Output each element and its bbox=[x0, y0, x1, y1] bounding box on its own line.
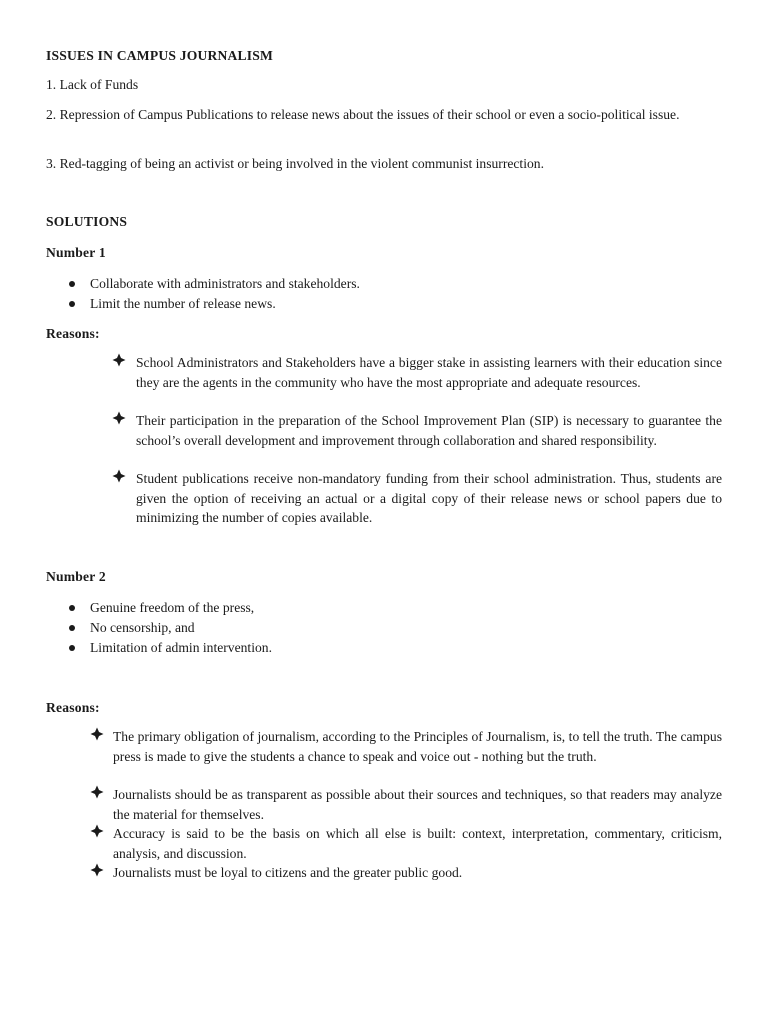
reason-text: Student publications receive non-mandatory funding from their school administration. Thus, students are given the option of receiving an actual or a digital copy of their release news or school papers due to minimizing the number of copies available. bbox=[136, 471, 722, 525]
bullet-item bbox=[46, 598, 272, 618]
bullet-text: No censorship, and bbox=[90, 620, 195, 635]
bullet-dot-icon bbox=[69, 645, 75, 651]
bullet-item bbox=[46, 618, 272, 638]
reason-item bbox=[112, 411, 722, 469]
issues-heading: ISSUES IN CAMPUS JOURNALISM bbox=[46, 48, 274, 63]
diamond-bullet-icon bbox=[90, 824, 104, 838]
bullet-dot-icon bbox=[69, 625, 75, 631]
number-2-reasons-list bbox=[90, 727, 722, 883]
bullet-text: Limitation of admin intervention. bbox=[90, 640, 272, 655]
reason-text: Journalists must be loyal to citizens and the greater public good. bbox=[113, 865, 463, 880]
bullet-text: Collaborate with administrators and stakeholders. bbox=[90, 276, 360, 291]
reason-item bbox=[112, 469, 722, 527]
bullet-dot-icon bbox=[69, 281, 75, 287]
number-1-bullet-list bbox=[46, 274, 360, 314]
reason-text: Journalists should be as transparent as possible about their sources and techniques, so that readers may analyze the material for themselves. bbox=[113, 787, 722, 822]
number-2-reasons-label: Reasons: bbox=[46, 700, 100, 715]
diamond-bullet-icon bbox=[90, 863, 104, 877]
reason-text: Accuracy is said to be the basis on which all else is built: context, interpretation, commentary, criticism, analysis, and discussion. bbox=[113, 826, 722, 861]
reason-item bbox=[90, 824, 722, 863]
reason-item bbox=[90, 785, 722, 824]
reason-text: School Administrators and Stakeholders have a bigger stake in assisting learners with their education since they are the agents in the community who have the most appropriate and adequate resources. bbox=[136, 355, 722, 390]
number-1-reasons-label: Reasons: bbox=[46, 326, 100, 341]
reason-text: Their participation in the preparation of the School Improvement Plan (SIP) is necessary to guarantee the school’s overall development and improvement through collaboration and shared responsibility. bbox=[136, 413, 722, 448]
issue-item: 3. Red-tagging of being an activist or being involved in the violent communist insurrection. bbox=[46, 156, 544, 171]
bullet-item bbox=[46, 274, 360, 294]
diamond-bullet-icon bbox=[112, 411, 126, 425]
diamond-bullet-icon bbox=[112, 353, 126, 367]
number-1-heading: Number 1 bbox=[46, 245, 106, 260]
bullet-item bbox=[46, 638, 272, 658]
diamond-bullet-icon bbox=[90, 727, 104, 741]
issue-item: 2. Repression of Campus Publications to release news about the issues of their school or even a socio-political issue. bbox=[46, 107, 680, 122]
reason-item bbox=[112, 353, 722, 411]
number-2-bullet-list bbox=[46, 598, 272, 658]
number-2-heading: Number 2 bbox=[46, 569, 106, 584]
bullet-dot-icon bbox=[69, 605, 75, 611]
diamond-bullet-icon bbox=[90, 785, 104, 799]
diamond-bullet-icon bbox=[112, 469, 126, 483]
reason-item bbox=[90, 863, 722, 883]
reason-item bbox=[90, 727, 722, 785]
solutions-heading: SOLUTIONS bbox=[46, 214, 128, 229]
issue-item: 1. Lack of Funds bbox=[46, 77, 139, 92]
number-1-reasons-list bbox=[112, 353, 722, 527]
bullet-text: Limit the number of release news. bbox=[90, 296, 276, 311]
bullet-text: Genuine freedom of the press, bbox=[90, 600, 255, 615]
reason-text: The primary obligation of journalism, according to the Principles of Journalism, is, to tell the truth. The campus press is made to give the students a chance to speak and voice out - nothing but the truth. bbox=[113, 729, 722, 764]
bullet-item bbox=[46, 294, 360, 314]
bullet-dot-icon bbox=[69, 301, 75, 307]
